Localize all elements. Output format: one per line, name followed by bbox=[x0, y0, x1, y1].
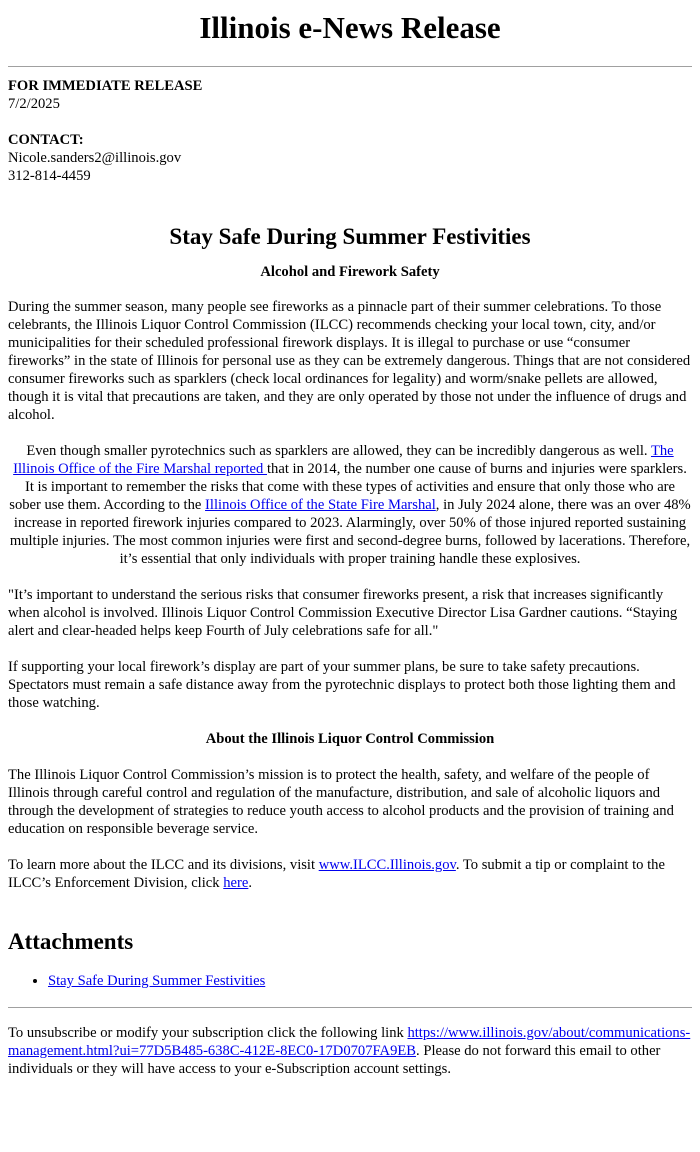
header-divider bbox=[8, 66, 692, 67]
paragraph-quote: "It’s important to understand the serious risks that consumer fireworks present, a risk that increases significantly when alcohol is involved. Illinois Liquor Control Commission Executive Director Lisa Gardner cautions. “Staying alert and clear-headed helps keep Fourth of July celebrations safe for all." bbox=[8, 587, 678, 639]
footer-text: . Please do not forward this email to other individuals or they will have access to your e-Subscription account settings. bbox=[8, 1043, 661, 1077]
list-item bbox=[48, 972, 692, 990]
release-label: FOR IMMEDIATE RELEASE bbox=[8, 78, 203, 94]
paragraph-text: . bbox=[248, 875, 253, 891]
paragraph-text: that in 2014, the number one cause of burns and injuries were sparklers. It is important to remember the risks that come with these types of activities and ensure that only those who are sober use them. According to the bbox=[9, 461, 687, 513]
attachments-heading: Attachments bbox=[8, 929, 134, 954]
paragraph-text: . To submit a tip or complaint to the ILCC’s Enforcement Division, click bbox=[8, 857, 665, 891]
page-title: Illinois e-News Release bbox=[199, 10, 501, 45]
paragraph-sparklers bbox=[8, 442, 692, 568]
paragraph-learn-more bbox=[8, 856, 692, 892]
release-date: 7/2/2025 bbox=[8, 96, 60, 112]
release-meta bbox=[8, 77, 692, 185]
article-subheading: Alcohol and Firework Safety bbox=[260, 264, 440, 280]
article-headline: Stay Safe During Summer Festivities bbox=[169, 224, 531, 249]
email-body bbox=[0, 10, 700, 1078]
contact-phone: 312-814-4459 bbox=[8, 168, 91, 184]
about-heading: About the Illinois Liquor Control Commission bbox=[205, 731, 495, 747]
paragraph-intro: During the summer season, many people see fireworks as a pinnacle part of their summer celebrations. To those celebrants, the Illinois Liquor Control Commission (ILCC) recommends checking your local town, city, and/or municipalities for their scheduled professional firework displays. It is illegal to purchase or use “consumer fireworks” in the state of Illinois for personal use as they can be extremely dangerous. Things that are not considered consumer fireworks such as sparklers (check local ordinances for legality) and worm/snake pellets are allowed, though it is vital that precautions are taken, and they are only operated by those not under the influence of drugs and alcohol. bbox=[8, 299, 691, 423]
paragraph-text: Even though smaller pyrotechnics such as sparklers are allowed, they can be incredibly dangerous as well. bbox=[26, 443, 648, 459]
footer-text: To unsubscribe or modify your subscription click the following link bbox=[8, 1025, 404, 1041]
ilcc-website-link[interactable]: www.ILCC.Illinois.gov bbox=[318, 857, 456, 873]
unsubscribe-link[interactable]: https://www.illinois.gov/about/communications-management.html?ui=77D5B485-638C-412E-8EC0-17D0707FA9EB bbox=[8, 1025, 691, 1059]
paragraph-about: The Illinois Liquor Control Commission’s mission is to protect the health, safety, and welfare of the people of Illinois through careful control and regulation of the manufacture, distribution, and sale of alcoholic liquors and through the development of strategies to reduce youth access to alcohol products and the provision of training and education on responsible beverage service. bbox=[8, 767, 674, 837]
contact-label: CONTACT: bbox=[8, 132, 84, 148]
state-fire-marshal-link[interactable]: Illinois Office of the State Fire Marshal bbox=[205, 497, 436, 513]
paragraph-text: , in July 2024 alone, there was an over 48% increase in reported firework injuries compared to 2023. Alarmingly, over 50% of those injured reported sustaining multiple injuries. The most common injuries were first and second-degree burns, followed by lacerations. Therefore, it’s essential that only individuals with proper training handle these explosives. bbox=[9, 497, 691, 567]
attachment-link[interactable]: Stay Safe During Summer Festivities bbox=[48, 973, 266, 989]
paragraph-precautions: If supporting your local firework’s display are part of your summer plans, be sure to take safety precautions. Spectators must remain a safe distance away from the pyrotechnic displays to protect both those lighting them and those watching. bbox=[8, 659, 676, 711]
attachments-list bbox=[8, 972, 692, 990]
tip-complaint-link[interactable]: here bbox=[223, 875, 249, 891]
footer-unsubscribe bbox=[8, 1024, 692, 1078]
fire-marshal-report-link[interactable]: The Illinois Office of the Fire Marshal reported bbox=[13, 443, 674, 477]
paragraph-text: To learn more about the ILCC and its divisions, visit bbox=[8, 857, 316, 873]
contact-email: Nicole.sanders2@illinois.gov bbox=[8, 150, 182, 166]
